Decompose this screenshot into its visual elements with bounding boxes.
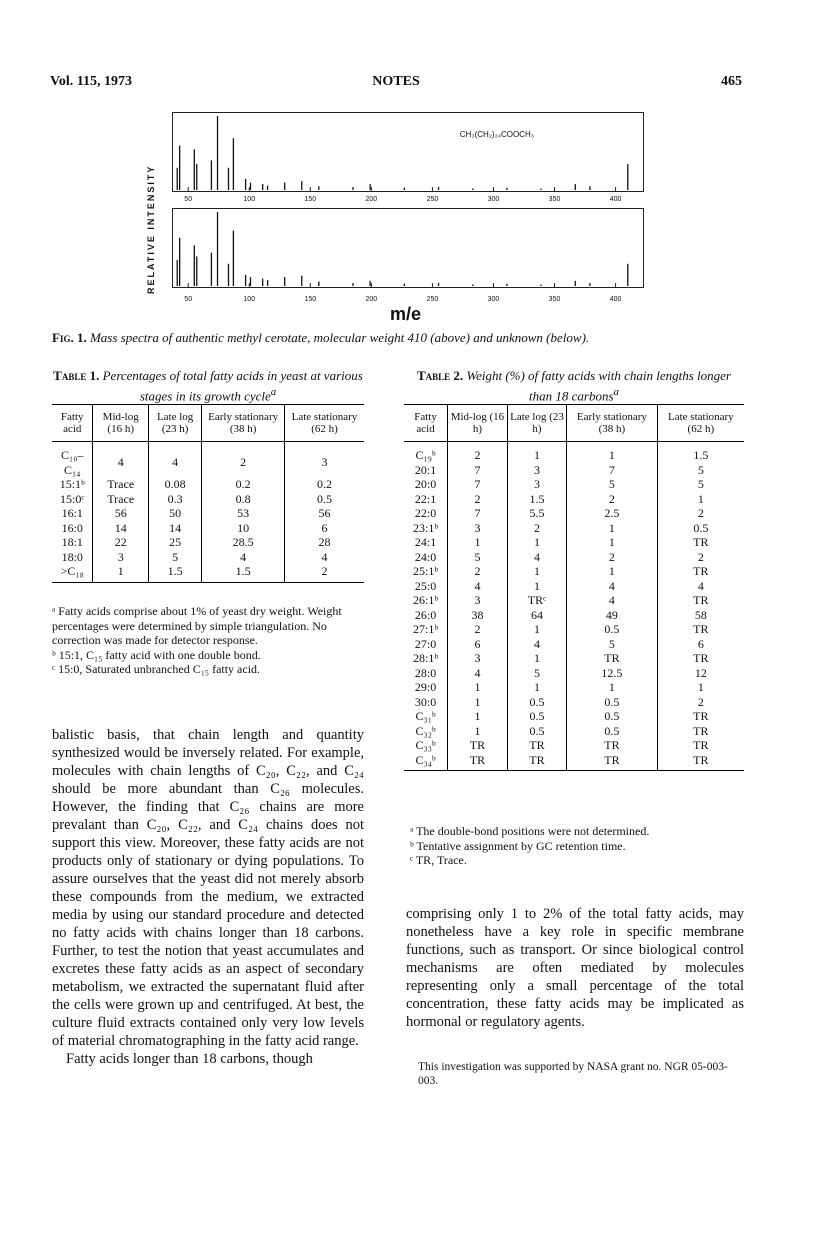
table-cell: 38	[448, 608, 508, 623]
table-cell: 0.5	[567, 724, 658, 739]
table-cell: 2	[448, 622, 508, 637]
table-cell: TR	[448, 753, 508, 771]
running-header	[50, 74, 742, 94]
table-cell: 25	[148, 535, 201, 550]
table-cell: C₁₉ᵇ	[415, 448, 436, 462]
table-row	[52, 442, 364, 478]
table-cell: 56	[93, 506, 148, 521]
table-cell: 2	[657, 695, 744, 710]
figure-caption-label: Fig. 1.	[52, 330, 87, 345]
table-cell: 5.5	[507, 506, 566, 521]
table2-caption-text: Weight (%) of fatty acids with chain lengths longer than 18 carbons	[466, 368, 731, 404]
table-cell: 12	[657, 666, 744, 681]
table-cell: TR	[657, 709, 744, 724]
table-cell: 3	[284, 442, 364, 478]
table-cell: 5	[148, 550, 201, 565]
table-cell: TR	[507, 753, 566, 771]
table-cell: 4	[507, 637, 566, 652]
x-tick-label: 250	[426, 196, 439, 203]
body-right-paragraph-1: comprising only 1 to 2% of the total fatty acids, may nonetheless have a key role in specific membrane functions, such as transport. Or since biological control mechanisms are often mediated by molecules representing only a small percentage of the total concentration, these fatty acids may be implicated as hormonal or regulatory agents.	[406, 906, 744, 1030]
table-cell: 27:0	[414, 636, 437, 651]
table-cell: 4	[93, 442, 148, 478]
table-cell: 14	[93, 521, 148, 536]
table-cell: 6	[284, 521, 364, 536]
table1-header-cell: Fatty acid	[52, 405, 93, 442]
x-tick-label: 50	[184, 296, 193, 303]
table-row	[404, 579, 744, 594]
spectrum-frame	[173, 113, 644, 192]
table-cell: 20:0	[414, 477, 437, 491]
table-cell: 4	[657, 579, 744, 594]
table-cell: TR	[567, 651, 658, 666]
table-row	[404, 709, 744, 724]
table-cell: 7	[448, 463, 508, 478]
x-tick-label: 400	[609, 196, 622, 203]
table-cell: 1	[448, 724, 508, 739]
table-cell: 14	[148, 521, 201, 536]
x-tick-label: 100	[243, 196, 256, 203]
table-cell: 1	[567, 442, 658, 463]
table-cell: 1	[507, 564, 566, 579]
table-cell: 1	[507, 442, 566, 463]
table-cell: 1.5	[202, 564, 285, 582]
table-row	[404, 463, 744, 478]
table-cell: 4	[507, 550, 566, 565]
table-cell: 64	[507, 608, 566, 623]
table-cell: 18:1	[61, 535, 83, 549]
table-cell: 0.08	[148, 477, 201, 492]
x-ticks-above	[172, 196, 644, 208]
table-cell: 28:1ᵇ	[413, 651, 439, 665]
table-cell: 7	[567, 463, 658, 478]
table-cell: 22:0	[414, 506, 437, 520]
table-cell: 1	[93, 564, 148, 582]
table-cell: 1	[567, 521, 658, 536]
table-cell: 0.5	[567, 622, 658, 637]
x-tick-label: 150	[304, 196, 317, 203]
table-row	[404, 506, 744, 521]
spectrum-frame	[173, 209, 644, 288]
table-cell: TR	[657, 564, 744, 579]
x-tick-label: 200	[365, 196, 378, 203]
table-cell: 1	[507, 651, 566, 666]
table-footnote: ᶜ 15:0, Saturated unbranched C₁₅ fatty acid.	[52, 662, 261, 676]
table-row	[404, 477, 744, 492]
table-cell: 56	[284, 506, 364, 521]
table-row	[404, 608, 744, 623]
table-cell: 3	[448, 521, 508, 536]
table-cell: 0.5	[507, 724, 566, 739]
table-cell: 28.5	[202, 535, 285, 550]
table-cell: 16:0	[61, 520, 83, 535]
table-cell: 25:0	[414, 578, 437, 593]
table-row	[404, 738, 744, 753]
table-cell: C₃₁ᵇ	[415, 709, 436, 723]
table-cell: 4	[567, 579, 658, 594]
table-cell: 0.5	[507, 695, 566, 710]
table-cell: 2.5	[567, 506, 658, 521]
table-cell: 1	[448, 709, 508, 724]
table-cell: 1	[507, 622, 566, 637]
page-number: 465	[721, 74, 742, 89]
table-row	[404, 550, 744, 565]
table-cell: 1.5	[507, 492, 566, 507]
table-cell: 2	[202, 442, 285, 478]
table-row	[404, 695, 744, 710]
table-cell: 0.5	[284, 492, 364, 507]
table-cell: 2	[284, 564, 364, 582]
table-cell: 12.5	[567, 666, 658, 681]
table-cell: 2	[448, 442, 508, 463]
table-cell: 0.3	[148, 492, 201, 507]
table-row	[52, 521, 364, 536]
table-row	[404, 535, 744, 550]
table-cell: TR	[657, 724, 744, 739]
table1-footnotes	[52, 604, 364, 677]
table-cell: 50	[148, 506, 201, 521]
table-row	[404, 593, 744, 608]
table-cell: 2	[567, 492, 658, 507]
table-cell: 4	[448, 666, 508, 681]
table-cell: TR	[507, 738, 566, 753]
table-row	[404, 753, 744, 771]
table-cell: 2	[657, 550, 744, 565]
table-cell: 4	[567, 593, 658, 608]
table-cell: TR	[567, 738, 658, 753]
table-cell: 2	[448, 564, 508, 579]
table-cell: 2	[448, 492, 508, 507]
table-cell: 0.8	[202, 492, 285, 507]
table-cell: 0.5	[657, 521, 744, 536]
table-cell: 10	[202, 521, 285, 536]
x-tick-label: 350	[548, 296, 561, 303]
table-cell: TR	[657, 738, 744, 753]
table-cell: 25:1ᵇ	[413, 564, 439, 578]
table-cell: 49	[567, 608, 658, 623]
table-footnote: ᵇ 15:1, C₁₅ fatty acid with one double bond.	[52, 647, 261, 662]
table-row	[52, 535, 364, 550]
table-cell: 4	[448, 579, 508, 594]
table-footnote: ᵃ Fatty acids comprise about 1% of yeast dry weight. Weight percentages were determined by simple triangulation. No correction was made for detector response.	[52, 604, 342, 647]
journal-volume: Vol. 115, 1973	[50, 74, 132, 89]
table-row	[404, 564, 744, 579]
compound-annotation: CH₃(CH₂)₂₄COOCH₃	[459, 130, 534, 139]
table-cell: 0.2	[202, 477, 285, 492]
spectrum-panel-above	[172, 112, 644, 192]
table2-header-cell: Fatty acid	[404, 405, 448, 442]
table-cell: 3	[448, 651, 508, 666]
x-tick-label: 400	[609, 296, 622, 303]
table-cell: 6	[657, 637, 744, 652]
body-column-right	[406, 905, 744, 1031]
table1-header-cell: Late log (23 h)	[148, 405, 201, 442]
table-cell: 5	[657, 463, 744, 478]
table-cell: C₃₃ᵇ	[415, 738, 436, 752]
table-cell: 15:1ᵇ	[59, 477, 85, 491]
table-cell: 0.5	[567, 709, 658, 724]
table-cell: TR	[448, 738, 508, 753]
body-column-left	[52, 726, 364, 1068]
table-cell: 5	[657, 477, 744, 492]
table-cell: 5	[507, 666, 566, 681]
table-cell: C₃₄ᵇ	[404, 753, 448, 771]
table-row	[404, 680, 744, 695]
table-row	[404, 521, 744, 536]
table-cell: 28	[284, 535, 364, 550]
figure-caption-text: Mass spectra of authentic methyl cerotate, molecular weight 410 (above) and unknown (below).	[89, 330, 590, 345]
table-cell: 26:1ᵇ	[413, 593, 439, 607]
table1-header-cell: Late stationary (62 h)	[284, 405, 364, 442]
table1-header-cell: Early stationary (38 h)	[202, 405, 285, 442]
table-cell: TR	[657, 622, 744, 637]
table-cell: 1	[448, 680, 508, 695]
table-cell: 3	[507, 463, 566, 478]
table-cell: Trace	[93, 492, 148, 507]
table-cell: 5	[448, 550, 508, 565]
table-cell: 20:1	[414, 462, 437, 477]
table-cell: 4	[284, 550, 364, 565]
table1-header-cell: Mid-log (16 h)	[93, 405, 148, 442]
table2-header-cell: Late stationary (62 h)	[657, 405, 744, 442]
table-cell: 1	[507, 680, 566, 695]
table-row	[404, 637, 744, 652]
table-cell: 1	[567, 680, 658, 695]
table-cell: C₃₂ᵇ	[415, 723, 436, 738]
table1-caption	[52, 368, 364, 404]
table-cell: 16:1	[61, 506, 83, 520]
table-cell: 2	[507, 521, 566, 536]
table-cell: TR	[657, 651, 744, 666]
table-cell: 0.5	[507, 709, 566, 724]
acknowledgment: This investigation was supported by NASA grant no. NGR 05-003-003.	[418, 1061, 728, 1087]
table-cell: 28:0	[414, 665, 437, 680]
table-row	[404, 651, 744, 666]
table-cell: 2	[657, 506, 744, 521]
table2-caption	[404, 368, 744, 404]
table2-header-cell: Late log (23 h)	[507, 405, 566, 442]
x-tick-label: 200	[365, 296, 378, 303]
table-cell: 1	[507, 535, 566, 550]
table-cell: 18:0	[61, 549, 83, 564]
table-cell: 53	[202, 506, 285, 521]
table-footnote: ᶜ TR, Trace.	[410, 853, 467, 867]
table-cell: TR	[657, 753, 744, 771]
table-row	[404, 492, 744, 507]
table-cell: TRᶜ	[507, 593, 566, 608]
table-footnote: ᵃ The double-bond positions were not determined.	[410, 824, 650, 838]
table-cell: 0.2	[284, 477, 364, 492]
x-tick-label: 100	[243, 296, 256, 303]
table-cell: 26:0	[414, 607, 437, 622]
table-cell: TR	[567, 753, 658, 771]
table-cell: 29:0	[414, 680, 437, 694]
table-cell: 22	[93, 535, 148, 550]
table-cell: TR	[657, 593, 744, 608]
table-row	[404, 622, 744, 637]
table1	[52, 404, 364, 583]
table-cell: 22:1	[414, 491, 437, 506]
table-cell: 1	[657, 680, 744, 695]
table-cell: 23:1ᵇ	[413, 520, 439, 535]
table2-caption-sup: a	[613, 386, 619, 398]
table-cell: Trace	[93, 477, 148, 492]
table-row	[52, 506, 364, 521]
x-tick-label: 300	[487, 296, 500, 303]
table-cell: 30:0	[414, 694, 437, 709]
table-cell: 1	[657, 492, 744, 507]
x-tick-label: 50	[184, 196, 193, 203]
table2-footnotes	[410, 824, 744, 868]
table-cell: 1	[567, 564, 658, 579]
x-tick-label: 250	[426, 296, 439, 303]
spectrum-plot-above	[172, 112, 644, 192]
body-left-paragraph-1: balistic basis, that chain length and quantity synthesized would be inversely related. For example, molecules with chain lengths of C₂₀, C₂₂, and C₂₄ should be more abundant than C₂₆ molecules. However, the finding that C₂₆ chains are more prevalant than C₂₀, C₂₂, and C₂₄ chains does not support this view. Moreover, these fatty acids are not products only of stationary or dying populations. To assure ourselves that the yeast did not merely absorb these compounds from the medium, we extracted media by using our standard procedure and detected no fatty acids with chains longer than 18 carbons. Further, to test the notion that yeast accumulates and excretes these fatty acids as an aspect of secondary metabolism, we extracted the supernatant fluid after the cells were grown up and centrifuged. At best, the culture fluid extracts contained only very low levels of material chromatographing in the fatty acid range.	[52, 727, 364, 1049]
table1-label: Table 1.	[53, 368, 100, 383]
table-cell: 1	[567, 535, 658, 550]
table1-caption-text: Percentages of total fatty acids in yeast at various stages in its growth cycle	[102, 368, 363, 404]
table2-header-cell: Mid-log (16 h)	[448, 405, 508, 442]
table-cell: 1.5	[657, 442, 744, 463]
table-cell: 4	[148, 442, 201, 478]
table-cell: C₁₀–C₁₄	[61, 448, 84, 477]
section-title: NOTES	[372, 74, 420, 89]
y-axis-label: RELATIVE INTENSITY	[146, 164, 156, 294]
table-cell: 1.5	[148, 564, 201, 582]
table-cell: 7	[448, 506, 508, 521]
table-cell: 24:1	[414, 535, 437, 549]
table-row	[404, 724, 744, 739]
spectrum-plot-below	[172, 208, 644, 288]
spectrum-panel-below	[172, 208, 644, 288]
table-cell: 4	[202, 550, 285, 565]
table-cell: 3	[93, 550, 148, 565]
table-cell: TR	[657, 535, 744, 550]
table2-header-cell: Early stationary (38 h)	[567, 405, 658, 442]
table-cell: 3	[448, 593, 508, 608]
table-cell: 2	[567, 550, 658, 565]
table-row	[52, 492, 364, 507]
table-cell: 3	[507, 477, 566, 492]
table-cell: 5	[567, 637, 658, 652]
body-left-paragraph-2: Fatty acids longer than 18 carbons, though	[66, 1051, 313, 1067]
table-cell: 27:1ᵇ	[413, 622, 439, 636]
table-row	[404, 666, 744, 681]
x-axis-label: m/e	[390, 304, 422, 324]
table-cell: 1	[448, 695, 508, 710]
table-cell: 15:0ᶜ	[60, 491, 85, 506]
table-cell: 1	[448, 535, 508, 550]
table2	[404, 404, 744, 771]
table-row	[52, 550, 364, 565]
table-cell: >C₁₈	[52, 564, 93, 582]
table-cell: 24:0	[414, 549, 437, 564]
table-cell: 5	[567, 477, 658, 492]
x-tick-label: 150	[304, 296, 317, 303]
table-row	[52, 564, 364, 582]
table-row	[52, 477, 364, 492]
table-cell: 6	[448, 637, 508, 652]
mass-spectra-figure	[140, 104, 660, 344]
figure-caption	[52, 330, 762, 346]
table-row	[404, 442, 744, 463]
table2-label: Table 2.	[417, 368, 464, 383]
table-cell: 58	[657, 608, 744, 623]
table-cell: 1	[507, 579, 566, 594]
table-cell: 0.5	[567, 695, 658, 710]
table1-caption-sup: a	[270, 386, 277, 398]
table-footnote: ᵇ Tentative assignment by GC retention time.	[410, 838, 626, 853]
table-cell: 7	[448, 477, 508, 492]
x-tick-label: 350	[548, 196, 561, 203]
x-tick-label: 300	[487, 196, 500, 203]
